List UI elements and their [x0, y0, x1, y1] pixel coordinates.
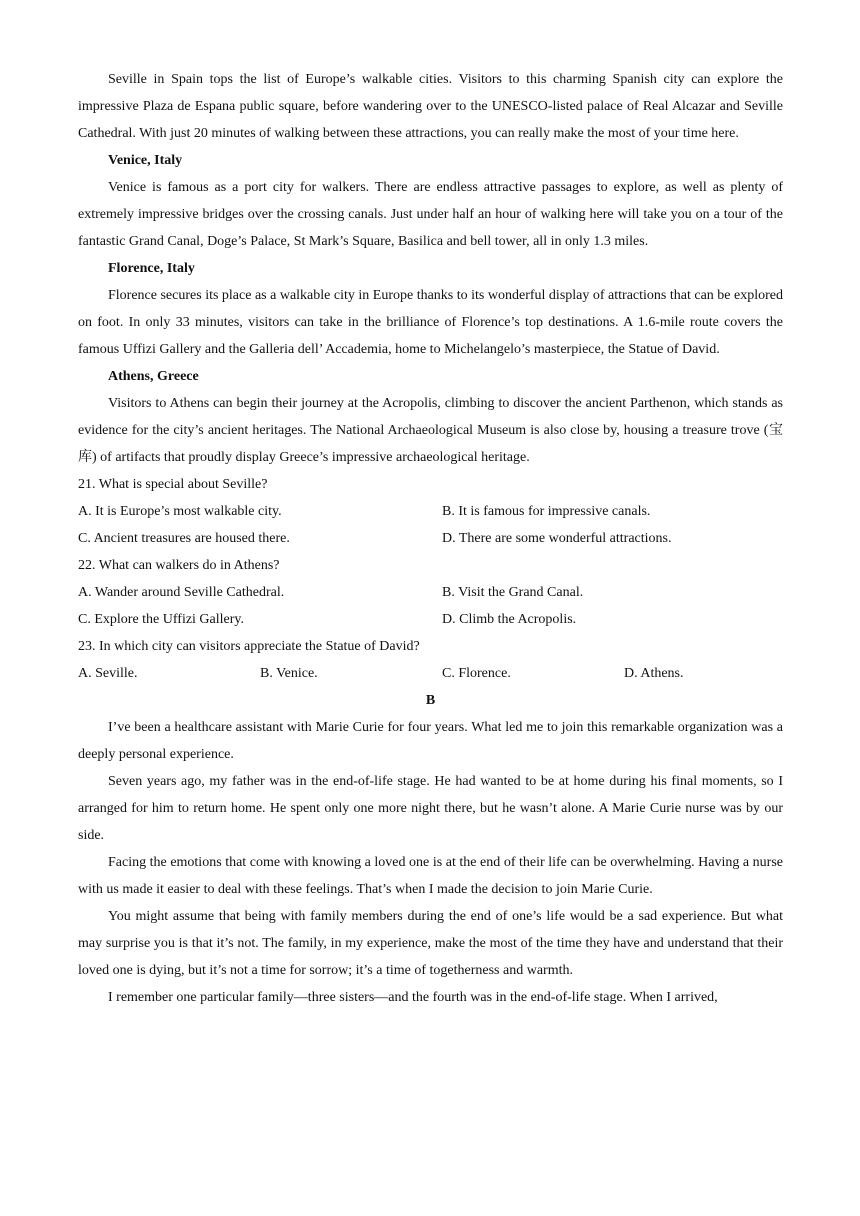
question-21-option-c: C. Ancient treasures are housed there.: [78, 531, 290, 546]
question-22-option-d: D. Climb the Acropolis.: [442, 612, 577, 627]
question-23-options-row: [78, 660, 783, 687]
question-21-option-b: B. It is famous for impressive canals.: [442, 504, 651, 519]
section-b-heading: B: [425, 693, 436, 708]
seville-paragraph: Seville in Spain tops the list of Europe’s walkable cities. Visitors to this charming Spanish city can explore the impressive Plaza de Espana public square, before wandering over to the UNESCO-listed palace of Real Alcazar and Seville Cathedral. With just 20 minutes of walking between these attractions, you can really make the most of your time here.: [78, 72, 783, 141]
section-b-paragraph-3: Facing the emotions that come with knowing a loved one is at the end of their life can be overwhelming. Having a nurse with us made it easier to deal with these feelings. That’s when I made the decision to join Marie Curie.: [78, 855, 783, 897]
question-21-option-d: D. There are some wonderful attractions.: [442, 531, 672, 546]
section-b-paragraph-1: I’ve been a healthcare assistant with Marie Curie for four years. What led me to join this remarkable organization was a deeply personal experience.: [78, 720, 783, 762]
question-21-option-a: A. It is Europe’s most walkable city.: [78, 504, 282, 519]
question-21-options-row-1: [78, 498, 783, 525]
athens-paragraph: Visitors to Athens can begin their journey at the Acropolis, climbing to discover the ancient Parthenon, which stands as evidence for the city’s ancient heritages. The National Archaeological Museum is also close by, housing a treasure trove (宝库) of artifacts that proudly display Greece’s impressive archaeological heritage.: [78, 396, 783, 465]
question-22: 22. What can walkers do in Athens?: [78, 558, 280, 573]
document-page: [78, 66, 783, 1011]
question-21-options-row-2: [78, 525, 783, 552]
venice-heading: Venice, Italy: [108, 153, 183, 168]
question-22-option-c: C. Explore the Uffizi Gallery.: [78, 612, 245, 627]
venice-paragraph: Venice is famous as a port city for walkers. There are endless attractive passages to explore, as well as plenty of extremely impressive bridges over the crossing canals. Just under half an hour of walking here will take you on a tour of the fantastic Grand Canal, Doge’s Palace, St Mark’s Square, Basilica and bell tower, all in only 1.3 miles.: [78, 180, 783, 249]
question-23-option-c: C. Florence.: [442, 666, 511, 681]
question-23: 23. In which city can visitors appreciate the Statue of David?: [78, 639, 420, 654]
section-b-paragraph-5: I remember one particular family—three sisters—and the fourth was in the end-of-life stage. When I arrived,: [108, 990, 718, 1005]
section-b-paragraph-2: Seven years ago, my father was in the end-of-life stage. He had wanted to be at home during his final moments, so I arranged for him to return home. He spent only one more night there, but he wasn’t alone. A Marie Curie nurse was by our side.: [78, 774, 783, 843]
question-22-options-row-1: [78, 579, 783, 606]
question-21: 21. What is special about Seville?: [78, 477, 268, 492]
question-23-option-b: B. Venice.: [260, 666, 318, 681]
question-23-option-d: D. Athens.: [624, 666, 684, 681]
florence-heading: Florence, Italy: [108, 261, 195, 276]
athens-heading: Athens, Greece: [108, 369, 199, 384]
question-23-option-a: A. Seville.: [78, 666, 138, 681]
florence-paragraph: Florence secures its place as a walkable city in Europe thanks to its wonderful display of attractions that can be explored on foot. In only 33 minutes, visitors can take in the brilliance of Florence’s top destinations. A 1.6-mile route covers the famous Uffizi Gallery and the Galleria dell’ Accademia, home to Michelangelo’s masterpiece, the Statue of David.: [78, 288, 783, 357]
section-b-paragraph-4: You might assume that being with family members during the end of one’s life would be a sad experience. But what may surprise you is that it’s not. The family, in my experience, make the most of the time they have and understand that their loved one is dying, but it’s not a time for sorrow; it’s a time of togetherness and warmth.: [78, 909, 783, 978]
question-22-options-row-2: [78, 606, 783, 633]
question-22-option-b: B. Visit the Grand Canal.: [442, 585, 584, 600]
question-22-option-a: A. Wander around Seville Cathedral.: [78, 585, 285, 600]
